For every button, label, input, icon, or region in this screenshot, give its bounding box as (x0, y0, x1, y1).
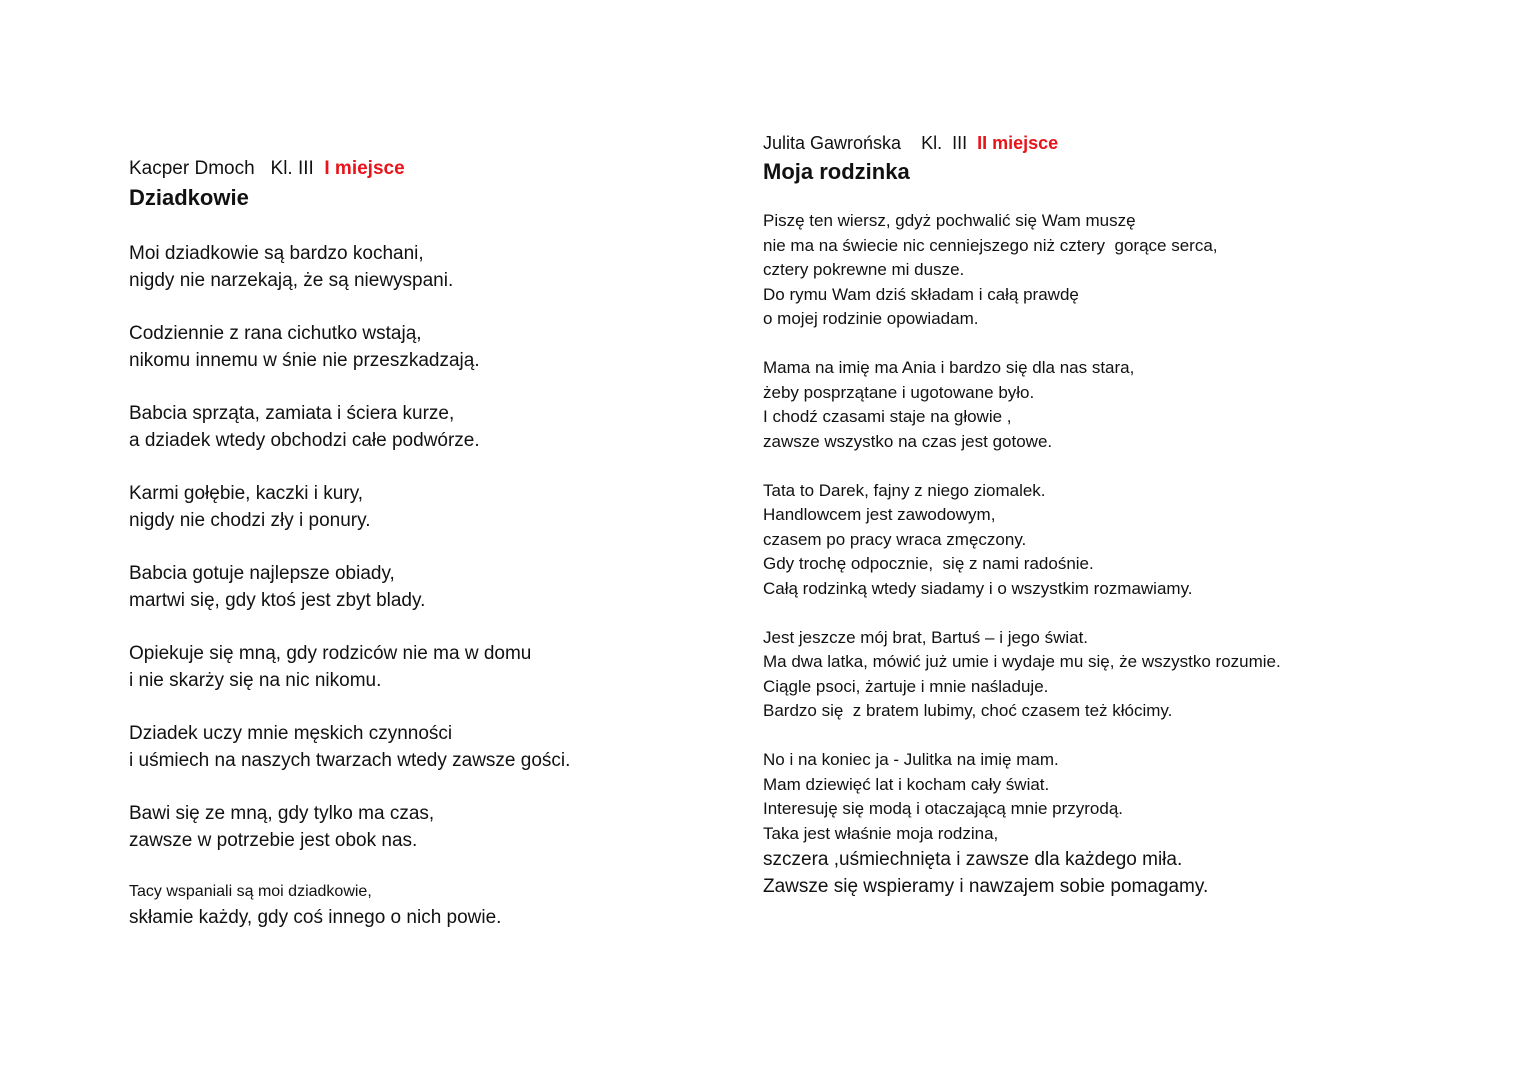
poem-line: Codziennie z rana cichutko wstają, (129, 323, 422, 344)
poem-line: Całą rodzinką wtedy siadamy i o wszystkim rozmawiamy. (763, 578, 1193, 598)
byline (129, 155, 749, 183)
poem-line: Jest jeszcze mój brat, Bartuś – i jego świat. (763, 627, 1089, 647)
poem-title: Dziadkowie (129, 185, 249, 210)
poem-line: zawsze wszystko na czas jest gotowe. (763, 431, 1053, 451)
stanza (763, 626, 1483, 724)
poem-moja-rodzinka (763, 129, 1483, 900)
stanza (129, 480, 749, 534)
poem-line: i nie skarży się na nic nikomu. (129, 670, 382, 691)
poem-title: Moja rodzinka (763, 159, 910, 184)
poem-line: Ma dwa latka, mówić już umie i wydaje mu się, że wszystko rozumie. (763, 652, 1281, 671)
stanza (763, 209, 1483, 332)
poem-line: No i na koniec ja - Julitka na imię mam. (763, 750, 1059, 769)
poem-line: Zawsze się wspieramy i nawzajem sobie pomagamy. (763, 876, 1209, 897)
poem-line: Taka jest właśnie moja rodzina, (763, 823, 999, 843)
poem-line: nie ma na świecie nic cenniejszego niż cztery gorące serca, (763, 235, 1218, 255)
stanza (763, 748, 1483, 900)
stanza (129, 640, 749, 694)
poem-line: Ciągle psoci, żartuje i mnie naśladuje. (763, 676, 1049, 696)
poem-dziadkowie (129, 155, 749, 931)
poem-line: Piszę ten wiersz, gdyż pochwalić się Wam muszę (763, 211, 1136, 230)
poem-line: a dziadek wtedy obchodzi całe podwórze. (129, 430, 480, 451)
poem-line: Interesuję się modą i otaczającą mnie przyrodą. (763, 799, 1124, 818)
poem-line: nigdy nie narzekają, że są niewyspani. (129, 270, 454, 291)
stanza (763, 356, 1483, 454)
poem-line: Tata to Darek, fajny z niego ziomalek. (763, 480, 1046, 500)
poem-line: zawsze w potrzebie jest obok nas. (129, 830, 418, 851)
poem-line: Do rymu Wam dziś składam i całą prawdę (763, 284, 1079, 304)
poem-line: Mam dziewięć lat i kocham cały świat. (763, 774, 1050, 794)
poem-line: Handlowcem jest zawodowym, (763, 505, 996, 524)
stanza (129, 400, 749, 454)
poem-line: nikomu innemu w śnie nie przeszkadzają. (129, 350, 480, 371)
poem-line: Mama na imię ma Ania i bardzo się dla nas stara, (763, 358, 1135, 377)
poem-line: Tacy wspaniali są moi dziadkowie, (129, 883, 372, 900)
place-badge: I miejsce (324, 158, 405, 179)
poem-line: Bawi się ze mną, gdy tylko ma czas, (129, 803, 435, 824)
poem-line: Babcia sprząta, zamiata i ściera kurze, (129, 403, 455, 424)
poem-line: Dziadek uczy mnie męskich czynności (129, 723, 453, 744)
class-label: Kl. III (270, 158, 314, 179)
author-name: Kacper Dmoch (129, 158, 255, 179)
stanza (129, 720, 749, 774)
stanza (763, 479, 1483, 602)
stanza (129, 880, 749, 931)
stanza (129, 800, 749, 854)
poem-line: nigdy nie chodzi zły i ponury. (129, 510, 371, 531)
poem-line: cztery pokrewne mi dusze. (763, 260, 965, 279)
poem-line: szczera ,uśmiechnięta i zawsze dla każdego miła. (763, 849, 1183, 870)
stanza (129, 240, 749, 294)
author-name: Julita Gawrońska (763, 133, 902, 153)
poem-line: o mojej rodzinie opowiadam. (763, 309, 979, 328)
poem-line: Gdy trochę odpocznie, się z nami radośnie. (763, 554, 1094, 573)
poem-line: I chodź czasami staje na głowie , (763, 407, 1012, 426)
stanza (129, 320, 749, 374)
class-label: Kl. III (921, 133, 968, 153)
stanza (129, 560, 749, 614)
poem-line: czasem po pracy wraca zmęczony. (763, 529, 1027, 549)
poem-line: Moi dziadkowie są bardzo kochani, (129, 243, 424, 264)
place-badge: II miejsce (977, 133, 1059, 153)
poem-line: żeby posprzątane i ugotowane było. (763, 382, 1035, 402)
poem-line: i uśmiech na naszych twarzach wtedy zawsze gości. (129, 750, 571, 771)
poem-line: Babcia gotuje najlepsze obiady, (129, 563, 395, 584)
poem-line: Bardzo się z bratem lubimy, choć czasem też kłócimy. (763, 701, 1173, 720)
poem-line: Karmi gołębie, kaczki i kury, (129, 483, 364, 504)
poem-line: skłamie każdy, gdy coś innego o nich powie. (129, 907, 502, 928)
poem-line: martwi się, gdy ktoś jest zbyt blady. (129, 590, 426, 611)
poem-line: Opiekuje się mną, gdy rodziców nie ma w domu (129, 643, 532, 664)
byline (763, 129, 1483, 157)
